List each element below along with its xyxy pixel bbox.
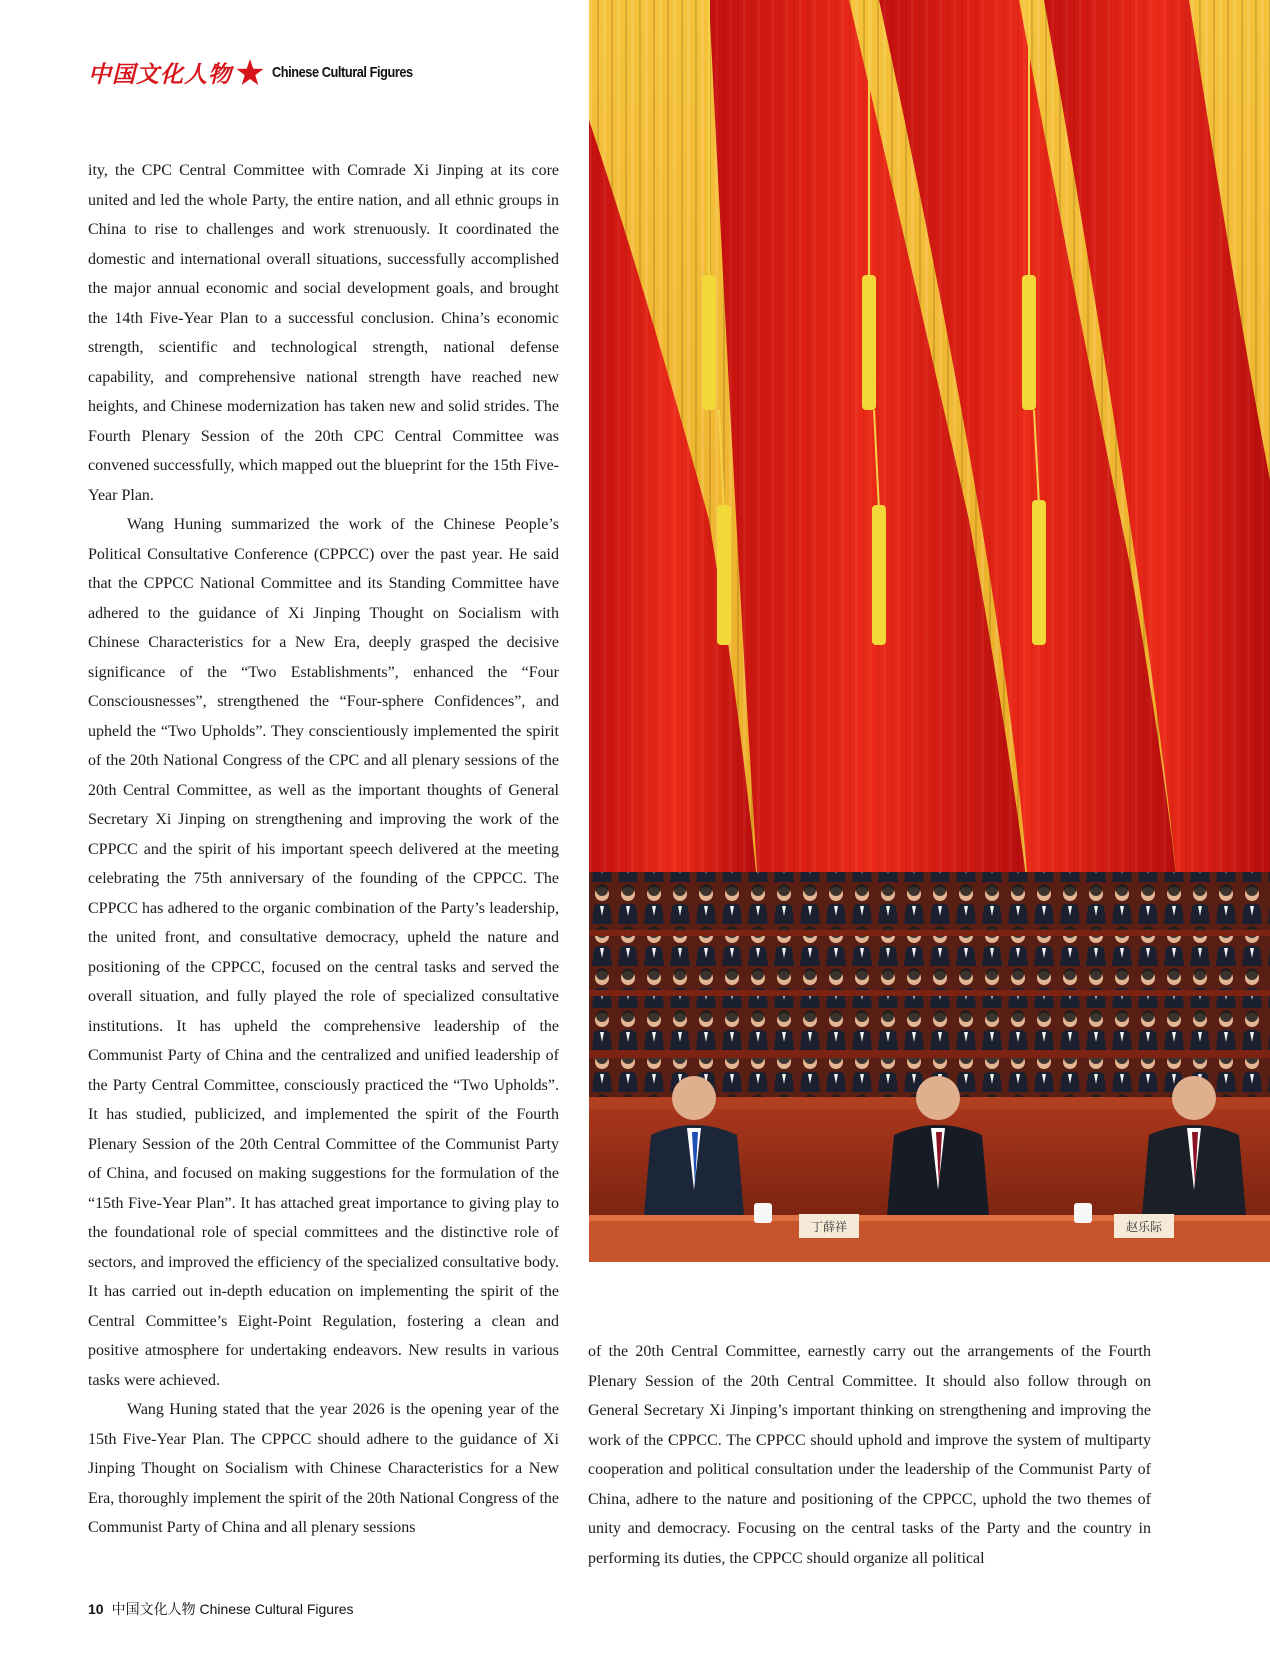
name-card-2: 赵乐际: [1125, 1220, 1163, 1234]
photo-illustration: [589, 0, 1270, 1270]
publication-name: 中国文化人物 Chinese Cultural Figures: [111, 1601, 354, 1617]
logo-english: Chinese Cultural Figures: [272, 63, 413, 81]
right-text-column: [588, 1337, 1151, 1573]
paragraph: Wang Huning stated that the year 2026 is the opening year of the 15th Five-Year Plan. The CPPCC should adhere to the guidance of Xi Jinping Thought on Socialism with Chinese Characteristics for a New Era, thoroughly implement the spirit of the 20th National Congress of the Communist Party of China and all plenary sessions: [88, 1401, 559, 1536]
paragraph: Wang Huning summarized the work of the Chinese People’s Political Consultative Conference (CPPCC) over the past year. He said that the CPPCC National Committee and its Standing Committee have adhered to the guidance of Xi Jinping Thought on Socialism with Chinese Characteristics for a New Era, deeply grasped the decisive significance of the “Two Establishments”, enhanced the “Four Consciousnesses”, strengthened the “Four-sphere Confidences”, and upheld the “Two Upholds”. They conscientiously implemented the spirit of the 20th National Congress of the CPC and all plenary sessions of the 20th Central Committee, as well as the important thoughts of General Secretary Xi Jinping on strengthening and improving the work of the CPPCC and the spirit of his important speech delivered at the meeting celebrating the 75th anniversary of the founding of the CPPCC. The CPPCC has adhered to the organic combination of the Party’s leadership, the united front, and consultative democracy, upheld the nature and positioning of the CPPCC, focused on the central tasks and served the overall situation, and fully played the role of specialized consultative institutions. It has upheld the comprehensive leadership of the Communist Party of China and the centralized and unified leadership of the Party Central Committee, consciously practiced the “Two Upholds”. It has studied, publicized, and implemented the spirit of the Fourth Plenary Session of the 20th Central Committee of the Communist Party of China, and focused on making suggestions for the formulation of the “15th Five-Year Plan”. It has attached great importance to giving play to the foundational role of special committees and the distinctive role of sectors, and improved the efficiency of the specialized consultative body. It has carried out in-depth education on implementing the spirit of the Central Committee’s Eight-Point Regulation, fostering a clean and positive atmosphere for undertaking endeavors. New results in various tasks were achieved.: [88, 516, 559, 1389]
page-number: 10: [88, 1601, 104, 1617]
logo-chinese: 中国文化人物: [88, 60, 232, 88]
paragraph: ity, the CPC Central Committee with Comrade Xi Jinping at its core united and led the whole Party, the entire nation, and all ethnic groups in China to rise to challenges and work strenuously. It coordinated the domestic and international overall situations, successfully accomplished the major annual economic and social development goals, and brought the 14th Five-Year Plan to a successful conclusion. China’s economic strength, scientific and technological strength, national defense capability, and comprehensive national strength have reached new heights, and Chinese modernization has taken new and solid strides. The Fourth Plenary Session of the 20th CPC Central Committee was convened successfully, which mapped out the blueprint for the 15th Five-Year Plan.: [88, 162, 559, 504]
paragraph: of the 20th Central Committee, earnestly carry out the arrangements of the Fourth Plenary Session of the 20th Central Committee. It should also follow through on General Secretary Xi Jinping’s important thinking on strengthening and improving the work of the CPPCC. The CPPCC should uphold and improve the system of multiparty cooperation and political consultation under the leadership of the Communist Party of China, adhere to the nature and positioning of the CPPCC, uphold the two themes of unity and democracy. Focusing on the central tasks of the Party and the country in performing its duties, the CPPCC should organize all political: [588, 1343, 1151, 1567]
name-card-1: 丁薛祥: [810, 1220, 848, 1234]
page-footer: [88, 1599, 354, 1619]
magazine-header: [88, 52, 438, 92]
red-star-icon: [236, 59, 264, 86]
left-text-column: [88, 156, 559, 1543]
assembly-hall-photo: [589, 0, 1270, 1270]
